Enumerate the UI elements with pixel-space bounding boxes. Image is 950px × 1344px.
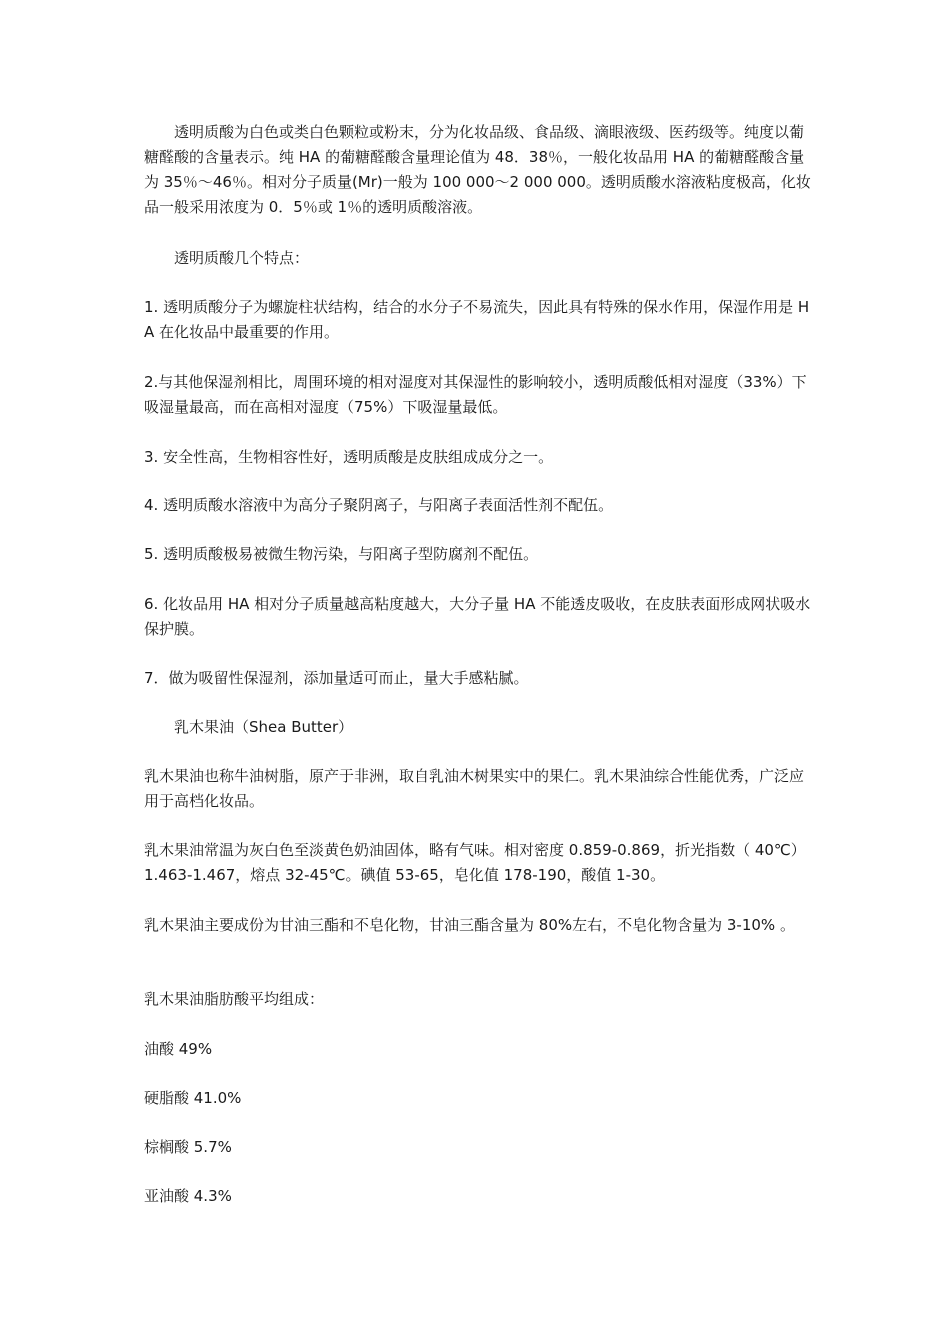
list-item-stearic-acid: 硬脂酸 41.0% bbox=[144, 1089, 242, 1107]
paragraph-shea-composition: 乳木果油主要成份为甘油三酯和不皂化物，甘油三酯含量为 80%左右，不皂化物含量为 3-10% 。 bbox=[144, 916, 795, 934]
list-item-feature-6: 6. 化妆品用 HA 相对分子质量越高粘度越大，大分子量 HA 不能透皮吸收，在皮肤表面形成网状吸水保护膜。 bbox=[144, 595, 811, 638]
section-heading-shea-butter: 乳木果油（Shea Butter） bbox=[144, 718, 354, 736]
paragraph-shea-intro: 乳木果油也称牛油树脂，原产于非洲，取自乳油木树果实中的果仁。乳木果油综合性能优秀，广泛应用于高档化妆品。 bbox=[144, 767, 805, 810]
list-item-feature-7: 7．做为吸留性保湿剂，添加量适可而止，量大手感粘腻。 bbox=[144, 669, 529, 687]
list-item-palmitic-acid: 棕榈酸 5.7% bbox=[144, 1138, 232, 1156]
list-item-feature-1: 1. 透明质酸分子为螺旋柱状结构，结合的水分子不易流失，因此具有特殊的保水作用，保湿作用是 HA 在化妆品中最重要的作用。 bbox=[144, 298, 810, 341]
list-item-oleic-acid: 油酸 49% bbox=[144, 1040, 213, 1058]
paragraph-shea-properties: 乳木果油常温为灰白色至淡黄色奶油固体，略有气味。相对密度 0.859-0.869，折光指数（ 40℃）1.463-1.467，熔点 32-45℃。碘值 53-65，皂化值 178-190，酸值 1-30。 bbox=[144, 841, 806, 884]
list-item-feature-2: 2.与其他保湿剂相比，周围环境的相对湿度对其保湿性的影响较小，透明质酸低相对湿度（33%）下吸湿量最高，而在高相对湿度（75%）下吸湿量最低。 bbox=[144, 373, 807, 416]
list-item-feature-4: 4. 透明质酸水溶液中为高分子聚阴离子，与阳离子表面活性剂不配伍。 bbox=[144, 496, 614, 514]
list-item-linoleic-acid: 亚油酸 4.3% bbox=[144, 1187, 232, 1205]
list-item-feature-5: 5. 透明质酸极易被微生物污染，与阳离子型防腐剂不配伍。 bbox=[144, 545, 539, 563]
list-item-feature-3: 3. 安全性高，生物相容性好，透明质酸是皮肤组成成分之一。 bbox=[144, 448, 554, 466]
paragraph-ha-features-heading: 透明质酸几个特点： bbox=[144, 249, 310, 267]
paragraph-ha-description: 透明质酸为白色或类白色颗粒或粉末，分为化妆品级、食品级、滴眼液级、医药级等。纯度以葡糖醛酸的含量表示。纯 HA 的葡糖醛酸含量理论值为 48．38％，一般化妆品用 HA 的葡糖醛酸含量为 35％～46％。相对分子质量(Mr)一般为 100 000～2 000 000。透明质酸水溶液粘度极高，化妆品一般采用浓度为 0．5％或 1％的透明质酸溶液。 bbox=[144, 123, 811, 216]
paragraph-fatty-acid-heading: 乳木果油脂肪酸平均组成： bbox=[144, 990, 325, 1008]
